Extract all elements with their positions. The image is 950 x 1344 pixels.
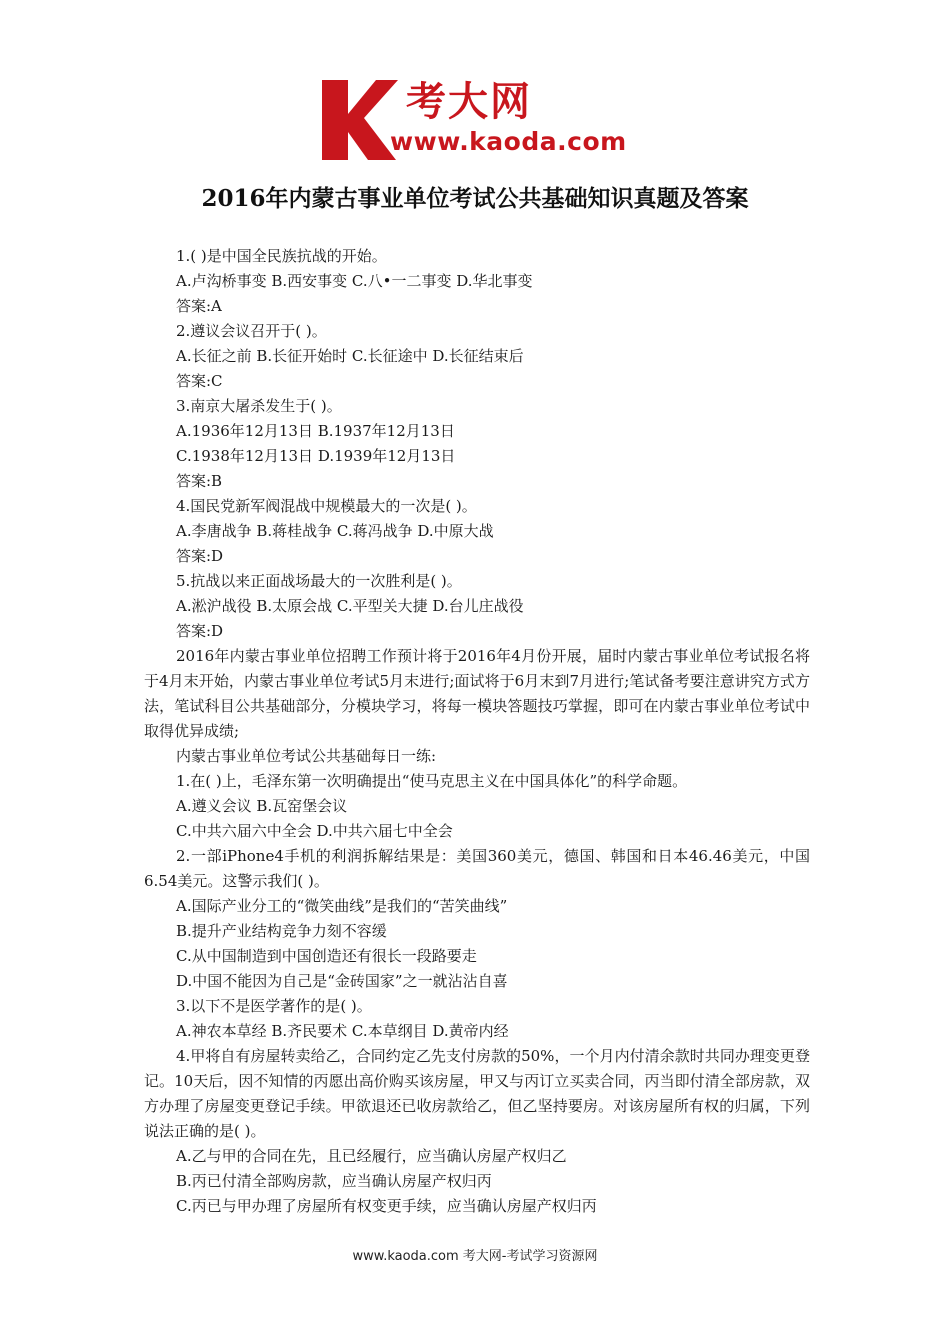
text-line: B.提升产业结构竞争力刻不容缓 (176, 922, 387, 940)
text-line: A.1936年12月13日 B.1937年12月13日 (176, 422, 455, 440)
text-line: D.中国不能因为自己是“金砖国家”之一就沾沾自喜 (176, 972, 508, 990)
page-footer: www.kaoda.com 考大网-考试学习资源网 (352, 1249, 598, 1264)
text-line: 答案:D (176, 547, 224, 565)
text-line: A.神农本草经 B.齐民要术 C.本草纲目 D.黄帝内经 (176, 1022, 509, 1040)
kaoda-logo (318, 78, 638, 162)
text-line: C.从中国制造到中国创造还有很长一段路要走 (176, 947, 477, 965)
document-body (144, 244, 810, 1219)
text-line: C.丙已与甲办理了房屋所有权变更手续，应当确认房屋产权归丙 (176, 1197, 597, 1215)
text-line: A.乙与甲的合同在先，且已经履行，应当确认房屋产权归乙 (176, 1147, 567, 1165)
question-paragraph: 4.甲将自有房屋转卖给乙，合同约定乙先支付房款的50%，一个月内付清余款时共同办理变更登记。10天后，因不知情的丙愿出高价购买该房屋，甲又与丙订立买卖合同，丙当即付清全部房款，双方办理了房屋变更登记手续。甲欲退还已收房款给乙，但乙坚持要房。对该房屋所有权的归属，下列说法正确的是( )。 (144, 1047, 810, 1140)
text-line: 5.抗战以来正面战场最大的一次胜利是( )。 (176, 572, 462, 590)
text-line: 答案:D (176, 622, 224, 640)
logo-brand-name: 考大网 (406, 79, 532, 125)
text-line: 3.以下不是医学著作的是( )。 (176, 997, 372, 1015)
text-line: 1.在( )上，毛泽东第一次明确提出“使马克思主义在中国具体化”的科学命题。 (176, 772, 688, 790)
text-line: A.淞沪战役 B.太原会战 C.平型关大捷 D.台儿庄战役 (176, 597, 524, 615)
question-paragraph: 2.一部iPhone4手机的利润拆解结果是：美国360美元，德国、韩国和日本46.46美元，中国6.54美元。这警示我们( )。 (144, 847, 810, 890)
text-line: C.1938年12月13日 D.1939年12月13日 (176, 447, 456, 465)
text-line: A.长征之前 B.长征开始时 C.长征途中 D.长征结束后 (176, 347, 524, 365)
text-line: 1.( )是中国全民族抗战的开始。 (176, 247, 387, 265)
text-line: 答案:A (176, 297, 222, 315)
intro-paragraph: 2016年内蒙古事业单位招聘工作预计将于2016年4月份开展，届时内蒙古事业单位考试报名将于4月末开始，内蒙古事业单位考试5月末进行;面试将于6月末到7月进行;笔试备考要注意讲究方式方法，笔试科目公共基础部分，分模块学习，将每一模块答题技巧掌握，即可在内蒙古事业单位考试中取得优异成绩; (144, 647, 810, 740)
logo-url: www.kaoda.com (390, 127, 627, 156)
text-line: 答案:B (176, 472, 223, 490)
text-line: 4.国民党新军阀混战中规模最大的一次是( )。 (176, 497, 477, 515)
k-logo-icon (318, 78, 398, 162)
text-line: C.中共六届六中全会 D.中共六届七中全会 (176, 822, 453, 840)
text-line: A.遵义会议 B.瓦窑堡会议 (176, 797, 348, 815)
text-line: 内蒙古事业单位考试公共基础每日一练: (176, 747, 437, 765)
text-line: A.李唐战争 B.蒋桂战争 C.蒋冯战争 D.中原大战 (176, 522, 494, 540)
text-line: 答案:C (176, 372, 223, 390)
document-title: 2016年内蒙古事业单位考试公共基础知识真题及答案 (201, 185, 749, 212)
text-line: A.卢沟桥事变 B.西安事变 C.八•一二事变 D.华北事变 (176, 272, 533, 290)
text-line: B.丙已付清全部购房款，应当确认房屋产权归丙 (176, 1172, 492, 1190)
text-line: 2.遵议会议召开于( )。 (176, 322, 327, 340)
text-line: A.国际产业分工的“微笑曲线”是我们的“苦笑曲线” (176, 897, 508, 915)
text-line: 3.南京大屠杀发生于( )。 (176, 397, 342, 415)
